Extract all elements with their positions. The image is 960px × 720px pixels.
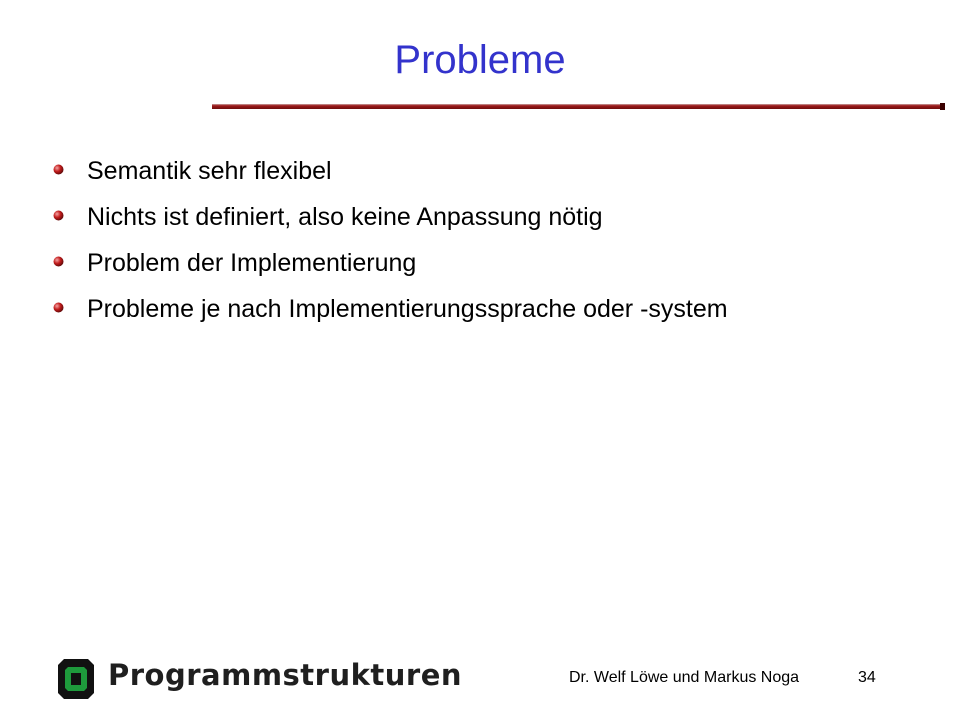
bullet-item <box>50 194 728 240</box>
title-underline-rule <box>212 103 945 111</box>
footer-author: Dr. Welf Löwe und Markus Noga <box>569 669 800 686</box>
red-sphere-bullet-icon <box>53 256 64 267</box>
bullet-item <box>50 286 728 332</box>
red-sphere-bullet-icon <box>53 210 64 221</box>
bullet-text: Probleme je nach Implementierungssprache oder -system <box>87 295 728 323</box>
bullet-item <box>50 240 728 286</box>
bullet-text: Problem der Implementierung <box>87 249 417 277</box>
bullet-text: Semantik sehr flexibel <box>87 157 332 185</box>
bullet-text: Nichts ist definiert, also keine Anpassung nötig <box>87 203 603 231</box>
logo-wordmark: Programmstrukturen <box>108 658 463 692</box>
logo-mark-icon <box>56 657 96 701</box>
red-sphere-bullet-icon <box>53 302 64 313</box>
page-number: 34 <box>858 669 876 686</box>
programmstrukturen-logo <box>56 656 463 702</box>
slide-title: Probleme <box>394 38 566 82</box>
bullet-list <box>50 148 728 332</box>
red-sphere-bullet-icon <box>53 164 64 175</box>
bullet-item <box>50 148 728 194</box>
